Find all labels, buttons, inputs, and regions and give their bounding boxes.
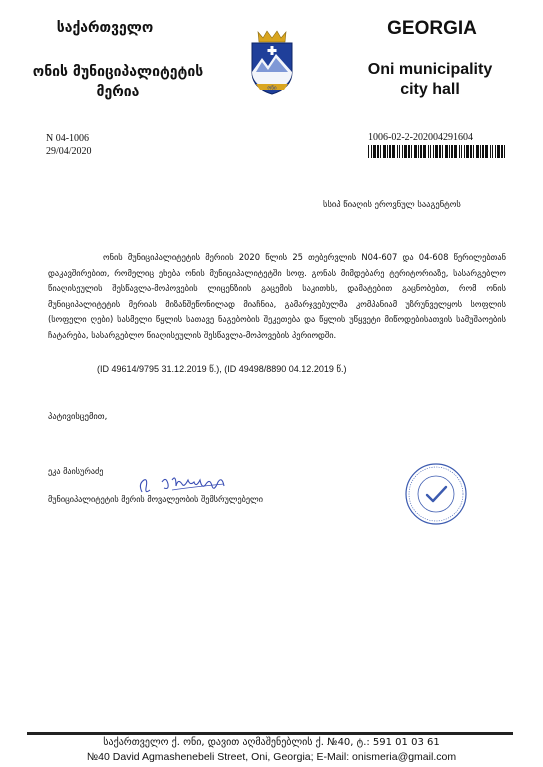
footer-address-english: №40 David Agmashenebeli Street, Oni, Georgia; E-Mail: onismeria@gmail.com xyxy=(86,751,457,763)
header-org-georgian xyxy=(18,62,218,102)
header-country-english: GEORGIA xyxy=(387,18,477,39)
header-org-english-line2: city hall xyxy=(400,81,460,98)
reference-ids: (ID 49614/9795 31.12.2019 წ.), (ID 49498/8890 04.12.2019 წ.) xyxy=(97,364,347,374)
municipality-emblem-icon xyxy=(244,28,300,98)
closing-salutation: პატივისცემით, xyxy=(48,412,108,422)
signer-name: ეკა მაისურაძე xyxy=(48,466,104,476)
header-org-georgian-line1: ონის მუნიციპალიტეტის xyxy=(32,64,204,80)
header-country-georgian: საქართველო xyxy=(56,20,154,36)
barcode-icon xyxy=(368,145,506,158)
footer-divider xyxy=(27,732,513,735)
footer-address-georgian: საქართველო ქ. ონი, დავით აღმაშენებლის ქ. №40, ტ.: 591 01 03 61 xyxy=(103,737,440,748)
official-stamp-icon xyxy=(404,462,468,526)
reference-date: 29/04/2020 xyxy=(46,146,92,157)
reference-number: N 04-1006 xyxy=(46,133,90,144)
recipient: სსიპ წიაღის ეროვნულ სააგენტოს xyxy=(323,200,461,210)
document-code: 1006-02-2-202004291604 xyxy=(368,132,473,143)
header-org-english xyxy=(350,60,510,100)
header-org-english-line1: Oni municipality xyxy=(367,61,493,78)
reference-block xyxy=(46,132,92,158)
emblem-label: ონი xyxy=(267,85,277,92)
header-org-georgian-line2: მერია xyxy=(96,84,140,100)
signer-title: მუნიციპალიტეტის მერის მოვალეობის შემსრულებელი xyxy=(48,494,264,504)
letter-body: ონის მუნიციპალიტეტის მერიის 2020 წლის 25 თებერვლის N04-607 და 04-608 წერილებთან დაკავშირებით, რომელიც ეხება ონის მუნიციპალიტეტში სოფ. გონას მიმდებარე ტერიტორიაზე, სასარგებლო წიაღისეულის შესწავლა-მოპოვების ლიცენზიის გაცემის საკითხს, დამატებით გაცნობებთ, რომ ონის მუნიციპალიტეტის მერიას მიზანშეწონილად მიაჩნია, გამარჯვებულმა კომპანიამ უზრუნველყოს სოფლის (სოფელი ღები) სასმელი წყლის სათავე ნაგებობის შეკეთება და წყლის უწყვეტი მიწოდებისათვის სამუშაოების ჩატარება, სასარგებლო წიაღისეულის შესწავლა-მოპოვების პერიოდში. xyxy=(48,252,506,340)
